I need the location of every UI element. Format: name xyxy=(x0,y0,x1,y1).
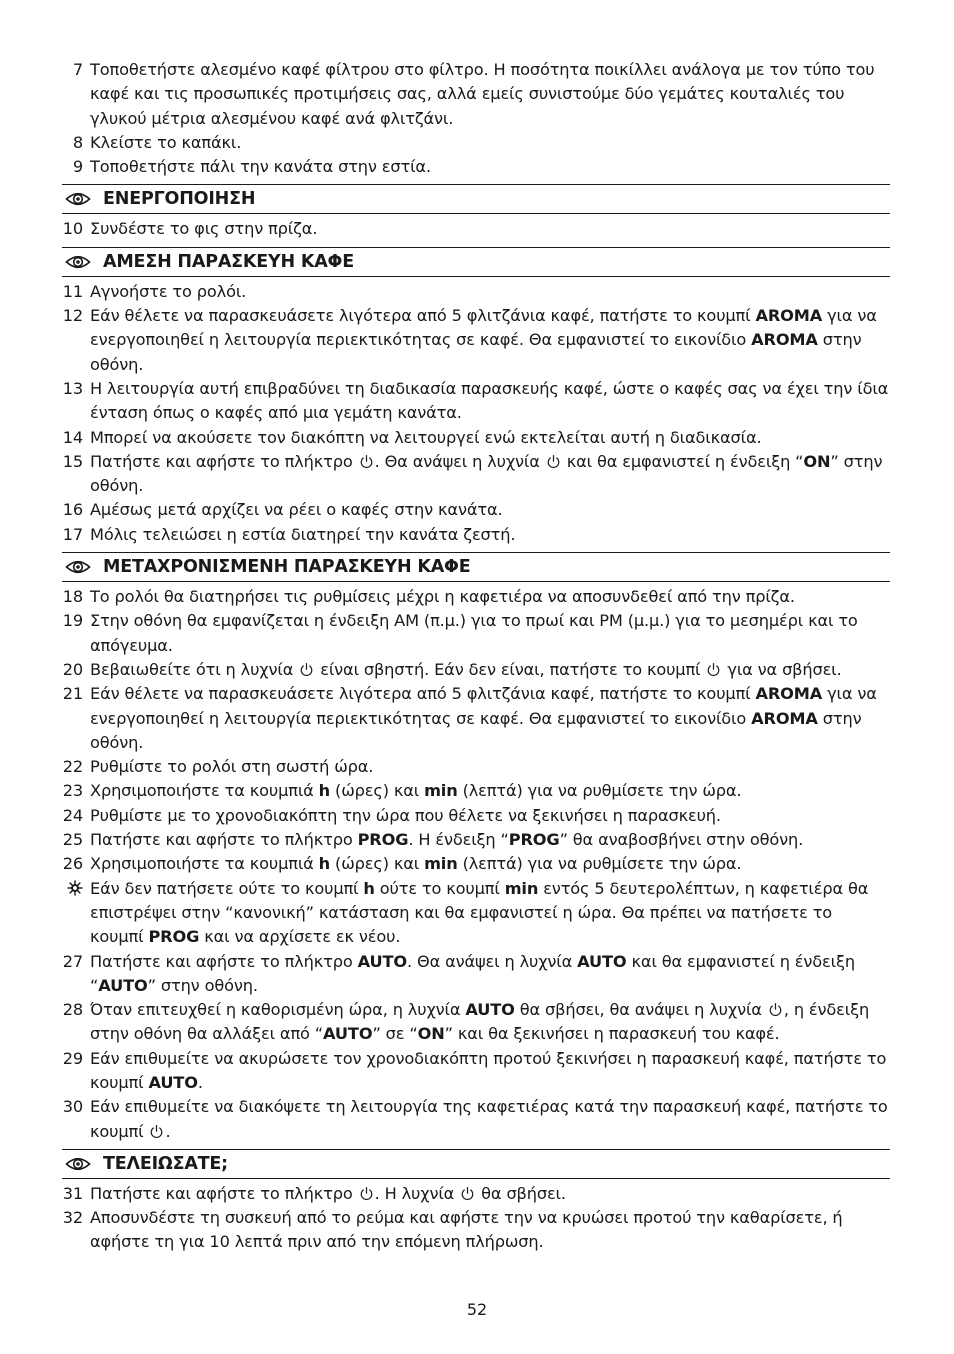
power-icon xyxy=(359,1186,374,1201)
step-number: 22 xyxy=(62,757,83,777)
display-indication: ON xyxy=(803,451,831,471)
step-12 xyxy=(62,304,890,377)
text-run: . Θα ανάψει η λυχνία xyxy=(406,951,578,971)
text-run: θα σβήσει, θα ανάψει η λυχνία xyxy=(514,1000,767,1020)
step-text: Αμέσως μετά αρχίζει να ρέει ο καφές στην κανάτα. xyxy=(90,500,503,520)
step-14 xyxy=(62,426,890,450)
text-run: Χρησιμοποιήστε τα κουμπιά xyxy=(90,781,319,801)
text-run: (λεπτά) για να ρυθμίσετε την ώρα. xyxy=(457,781,742,801)
step-number: 14 xyxy=(62,427,83,447)
button-name: PROG xyxy=(148,927,200,947)
text-run: . xyxy=(165,1121,171,1141)
text-run: Εάν δεν πατήσετε ούτε το κουμπί xyxy=(90,878,364,898)
text-run: Χρησιμοποιήστε τα κουμπιά xyxy=(90,854,319,874)
step-number: 18 xyxy=(62,587,83,607)
step-text: Στην οθόνη θα εμφανίζεται η ένδειξη AM (π.μ.) για το πρωί και PM (μ.μ.) για το μεσημέρι και το απόγευμα. xyxy=(90,611,858,655)
step-19 xyxy=(62,609,890,658)
step-11 xyxy=(62,280,890,304)
text-run: θα σβήσει. xyxy=(476,1183,566,1203)
button-name: h xyxy=(363,878,375,898)
eye-icon xyxy=(65,191,91,207)
step-text: Τοποθετήστε πάλι την κανάτα στην εστία. xyxy=(90,157,431,177)
text-run: . Η ένδειξη “ xyxy=(408,830,509,850)
sun-icon xyxy=(67,880,83,896)
tip-note xyxy=(62,877,890,950)
step-number: 13 xyxy=(62,378,83,398)
text-run: (ώρες) και xyxy=(330,854,425,874)
text-run: Εάν επιθυμείτε να διακόψετε τη λειτουργία της καφετιέρας κατά την παρασκευή καφέ, πατήστε το κουμπί xyxy=(90,1097,888,1141)
text-run: για να ενεργοποιηθεί η λειτουργία περιεκτικότητας σε καφέ. Θα εμφανιστεί το εικονίδιο xyxy=(90,306,877,350)
text-run: Πατήστε και αφήστε το πλήκτρο xyxy=(90,951,358,971)
step-number: 15 xyxy=(62,451,83,471)
section-heading-power-on xyxy=(62,184,890,214)
power-icon xyxy=(359,454,374,469)
text-run: Βεβαιωθείτε ότι η λυχνία xyxy=(90,659,299,679)
step-22 xyxy=(62,755,890,779)
step-number: 32 xyxy=(62,1208,83,1228)
text-run: Όταν επιτευχθεί η καθορισμένη ώρα, η λυχνία xyxy=(90,1000,466,1020)
step-23 xyxy=(62,779,890,803)
step-text: Η λειτουργία αυτή επιβραδύνει τη διαδικασία παρασκευής καφέ, ώστε ο καφές σας να έχει την ίδια ένταση όπως ο καφές από μια γεμάτη κανάτα. xyxy=(90,378,889,423)
step-24 xyxy=(62,804,890,828)
text-run: στην οθόνη. xyxy=(90,330,862,374)
power-icon xyxy=(546,454,561,469)
step-21 xyxy=(62,682,890,755)
section-title: ΑΜΕΣΗ ΠΑΡΑΣΚΕΥΗ ΚΑΦΕ xyxy=(103,251,354,272)
step-text: Αποσυνδέστε τη συσκευή από το ρεύμα και αφήστε την να κρυώσει προτού την καθαρίσετε, ή αφήστε τη για 10 λεπτά πριν από την επόμενη πλήρωση. xyxy=(90,1208,843,1252)
step-20 xyxy=(62,658,890,682)
text-run: Πατήστε και αφήστε το πλήκτρο xyxy=(90,451,358,471)
display-indication: AUTO xyxy=(98,975,148,995)
text-run: και θα εμφανιστεί η ένδειξη “ xyxy=(90,951,855,995)
step-number: 19 xyxy=(62,611,83,631)
text-run: και θα εμφανιστεί η ένδειξη “ xyxy=(561,451,804,471)
step-text: Το ρολόι θα διατηρήσει τις ρυθμίσεις μέχρι η καφετιέρα να αποσυνδεθεί από την πρίζα. xyxy=(90,587,795,607)
display-indication: PROG xyxy=(508,830,560,850)
text-run: Εάν θέλετε να παρασκευάσετε λιγότερα από 5 φλιτζάνια καφέ, πατήστε το κουμπί xyxy=(90,684,756,704)
button-name: AUTO xyxy=(357,951,407,971)
text-run: Εάν θέλετε να παρασκευάσετε λιγότερα από 5 φλιτζάνια καφέ, πατήστε το κουμπί xyxy=(90,306,756,326)
step-number: 23 xyxy=(62,781,83,801)
text-run: (ώρες) και xyxy=(330,781,425,801)
button-name: AUTO xyxy=(577,951,627,971)
step-text: Συνδέστε το φις στην πρίζα. xyxy=(90,219,318,239)
step-text: Κλείστε το καπάκι. xyxy=(90,132,242,152)
button-name: AUTO xyxy=(465,1000,515,1020)
button-name: PROG xyxy=(357,830,409,850)
section-heading-delayed-brew xyxy=(62,552,890,582)
eye-icon xyxy=(65,254,91,270)
step-number: 16 xyxy=(62,500,83,520)
step-32 xyxy=(62,1206,890,1255)
text-run: . Η λυχνία xyxy=(374,1183,460,1203)
text-run: ” και θα ξεκινήσει η παρασκευή του καφέ. xyxy=(444,1024,780,1044)
step-30 xyxy=(62,1095,890,1144)
step-number: 28 xyxy=(62,1000,83,1020)
button-name: AROMA xyxy=(751,708,818,728)
button-name: h xyxy=(318,854,331,874)
instruction-list xyxy=(62,58,890,1255)
button-name: AROMA xyxy=(751,330,818,350)
text-run: ” στην οθόνη. xyxy=(147,975,258,995)
step-text: Ρυθμίστε το ρολόι στη σωστή ώρα. xyxy=(90,757,374,777)
step-13 xyxy=(62,377,890,426)
button-name: h xyxy=(318,781,331,801)
step-number: 9 xyxy=(72,157,83,177)
section-title: ΜΕΤΑΧΡΟΝΙΣΜΕΝΗ ΠΑΡΑΣΚΕΥΗ ΚΑΦΕ xyxy=(103,557,471,578)
display-indication: AUTO xyxy=(323,1024,373,1044)
section-title: ΤΕΛΕΙΩΣΑΤΕ; xyxy=(103,1153,228,1174)
power-icon xyxy=(706,662,721,677)
step-text: Αγνοήστε το ρολόι. xyxy=(90,281,247,301)
step-28 xyxy=(62,998,890,1047)
text-run: ” θα αναβοσβήνει στην οθόνη. xyxy=(559,830,804,850)
button-name: min xyxy=(424,854,458,874)
step-8 xyxy=(62,131,890,155)
text-run: για να σβήσει. xyxy=(722,659,842,679)
step-25 xyxy=(62,828,890,852)
step-number: 7 xyxy=(72,60,83,79)
power-icon xyxy=(768,1002,783,1017)
text-run: ούτε το κουμπί xyxy=(374,878,505,898)
step-text: Μόλις τελειώσει η εστία διατηρεί την κανάτα ζεστή. xyxy=(90,524,516,544)
step-number: 29 xyxy=(62,1048,83,1068)
text-run: Εάν επιθυμείτε να ακυρώσετε τον χρονοδιακόπτη προτού ξεκινήσει η παρασκευή καφέ, πατήστε το κουμπί xyxy=(90,1048,887,1092)
text-run: . Θα ανάψει η λυχνία xyxy=(374,451,545,471)
step-10 xyxy=(62,217,890,241)
power-icon xyxy=(299,662,314,677)
step-number: 20 xyxy=(62,659,83,679)
step-number: 21 xyxy=(62,684,83,704)
step-text: Ρυθμίστε με το χρονοδιακόπτη την ώρα που θέλετε να ξεκινήσει η παρασκευή. xyxy=(90,805,721,825)
text-run: και να αρχίσετε εκ νέου. xyxy=(199,927,401,947)
step-15 xyxy=(62,450,890,499)
text-run: είναι σβηστή. Εάν δεν είναι, πατήστε το κουμπί xyxy=(315,659,706,679)
step-number: 12 xyxy=(62,306,83,326)
step-number: 10 xyxy=(62,219,83,239)
step-number: 31 xyxy=(62,1183,83,1203)
eye-icon xyxy=(65,559,91,575)
text-run: ” σε “ xyxy=(372,1024,418,1044)
text-run: Πατήστε και αφήστε το πλήκτρο xyxy=(90,1183,358,1203)
step-number: 26 xyxy=(62,854,83,874)
text-run: ” στην οθόνη. xyxy=(90,451,883,496)
button-name: AROMA xyxy=(755,684,823,704)
step-16 xyxy=(62,498,890,522)
step-number: 27 xyxy=(62,951,83,971)
step-7 xyxy=(62,58,890,131)
step-number: 24 xyxy=(62,805,83,825)
step-text: Τοποθετήστε αλεσμένο καφέ φίλτρου στο φίλτρο. Η ποσότητα ποικίλλει ανάλογα με τον τύπο του καφέ και τις προσωπικές προτιμήσεις σας, αλλά εμείς συνιστούμε δύο γεμάτες κουταλιές του γλυκού μέτρια αλεσμένου καφέ ανά φλιτζάνι. xyxy=(90,60,875,128)
button-name: AUTO xyxy=(148,1072,198,1092)
step-26 xyxy=(62,852,890,876)
step-number: 25 xyxy=(62,830,83,850)
section-title: ΕΝΕΡΓΟΠΟΙΗΣΗ xyxy=(103,189,256,210)
step-18 xyxy=(62,585,890,609)
power-icon xyxy=(149,1124,164,1139)
section-heading-immediate-brew xyxy=(62,247,890,277)
text-run: (λεπτά) για να ρυθμίσετε την ώρα. xyxy=(457,854,742,874)
step-number: 17 xyxy=(62,524,83,544)
text-run: εντός 5 δευτερολέπτων, η καφετιέρα θα επιστρέψει στην “κανονική” κατάσταση και θα εμφανιστεί η ώρα. Θα πρέπει να πατήσετε το κουμπί xyxy=(90,878,869,947)
step-number: 8 xyxy=(72,132,83,152)
step-27 xyxy=(62,950,890,999)
step-number: 11 xyxy=(62,281,83,301)
step-9 xyxy=(62,155,890,179)
step-number: 30 xyxy=(62,1097,83,1117)
section-heading-finished xyxy=(62,1149,890,1179)
text-run: Πατήστε και αφήστε το πλήκτρο xyxy=(90,830,358,850)
text-run: στην οθόνη. xyxy=(90,708,862,752)
step-text: Μπορεί να ακούσετε τον διακόπτη να λειτουργεί ενώ εκτελείται αυτή η διαδικασία. xyxy=(90,427,762,447)
tip-marker xyxy=(62,877,83,901)
step-17 xyxy=(62,523,890,547)
button-name: min xyxy=(424,781,458,801)
button-name: min xyxy=(504,878,539,898)
text-run: για να ενεργοποιηθεί η λειτουργία περιεκτικότητας σε καφέ. Θα εμφανιστεί το εικονίδιο xyxy=(90,684,877,728)
button-name: AROMA xyxy=(755,306,823,326)
text-run: , η ένδειξη στην οθόνη θα αλλάξει από “ xyxy=(90,1000,870,1044)
display-indication: ON xyxy=(417,1024,445,1044)
page-number: 52 xyxy=(466,1300,488,1319)
step-31 xyxy=(62,1182,890,1206)
step-29 xyxy=(62,1047,890,1096)
eye-icon xyxy=(65,1156,91,1172)
text-run: . xyxy=(197,1072,203,1092)
power-icon xyxy=(460,1186,475,1201)
